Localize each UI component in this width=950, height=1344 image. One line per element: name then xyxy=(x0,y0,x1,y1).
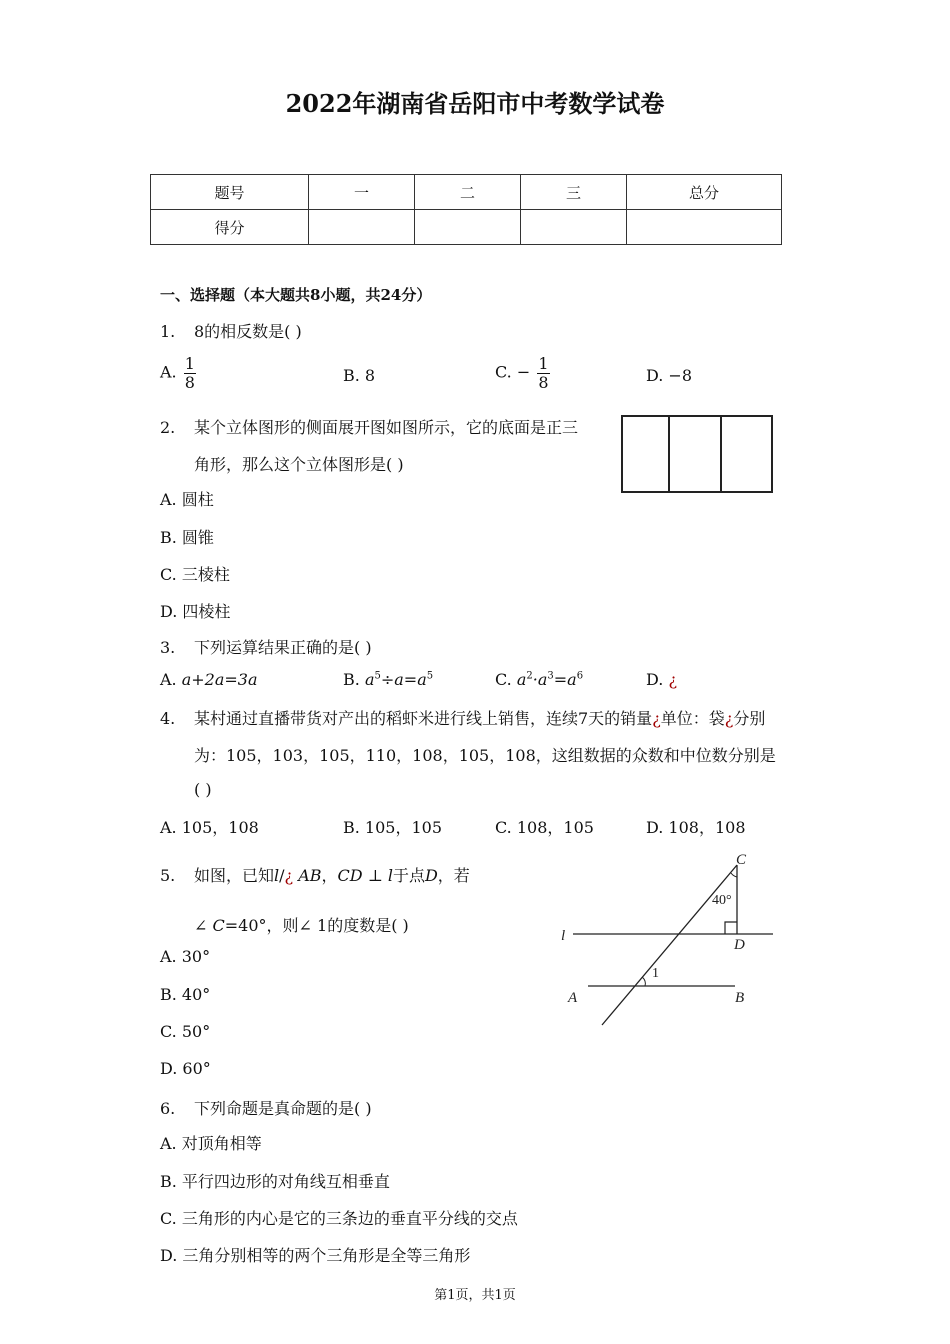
score-header-cell: 题号 xyxy=(151,175,309,210)
question-3-stem xyxy=(160,635,372,658)
page-footer: 第1页，共1页 xyxy=(434,1288,516,1303)
math-symbol: l xyxy=(274,866,280,885)
question-6-stem xyxy=(160,1096,372,1119)
q5-option-a: A. 30° xyxy=(160,947,211,966)
question-text: 于点 xyxy=(392,866,425,885)
page-title: 2022年湖南省岳阳市中考数学试卷 xyxy=(285,89,665,118)
q4-option-a: A. 105，108 xyxy=(160,818,259,837)
garbled-glyph: ¿ xyxy=(724,709,734,728)
question-2-stem-cont: 角形，那么这个立体图形是( ) xyxy=(194,455,404,474)
label-d: D xyxy=(734,937,745,953)
exponent: 5 xyxy=(426,670,434,682)
score-header-cell: 二 xyxy=(415,175,521,210)
question-number: 6. xyxy=(160,1099,176,1118)
q3-option-a xyxy=(160,670,258,689)
math-symbol: D xyxy=(424,866,438,885)
score-header-cell: 三 xyxy=(521,175,627,210)
question-4-stem-cont: ( ) xyxy=(194,780,212,799)
math-expression: ·a xyxy=(532,670,548,689)
exponent: 5 xyxy=(374,670,381,682)
numerator: 1 xyxy=(538,354,549,373)
score-table xyxy=(150,174,782,245)
denominator: 8 xyxy=(184,372,195,392)
q1-option-b: B. 8 xyxy=(343,366,376,385)
label-c: C xyxy=(736,852,747,868)
q1-option-c xyxy=(495,355,550,391)
question-text: 某个立体图形的侧面展开图如图所示，它的底面是正三 xyxy=(194,418,579,437)
label-angle-40: 40° xyxy=(712,893,732,908)
q6-option-a: A. 对顶角相等 xyxy=(160,1134,262,1153)
option-label: B. xyxy=(343,670,365,689)
q1-option-a xyxy=(160,355,196,391)
option-label: A. xyxy=(160,362,177,382)
option-label: C. − xyxy=(495,362,531,382)
question-text: 下列命题是真命题的是( ) xyxy=(194,1099,372,1118)
question-text: 某村通过直播带货对产出的稻虾米进行线上销售，连续7天的销量 xyxy=(194,709,653,728)
garbled-glyph: ¿ xyxy=(284,866,294,885)
label-angle-1: 1 xyxy=(652,966,659,981)
label-a: A xyxy=(568,990,578,1006)
math-symbol: l xyxy=(387,866,393,885)
score-header-row xyxy=(151,175,782,210)
math-base: a xyxy=(516,670,527,689)
fraction xyxy=(184,355,196,391)
right-angle-mark xyxy=(725,922,737,934)
question-2-stem xyxy=(160,415,578,438)
net-outline xyxy=(622,416,772,492)
score-cell xyxy=(309,210,415,245)
question-text: =40°，则∠ 1的度数是( ) xyxy=(224,916,409,935)
q5-option-d: D. 60° xyxy=(160,1059,211,1078)
q6-option-b: B. 平行四边形的对角线互相垂直 xyxy=(160,1172,390,1191)
q4-option-c: C. 108，105 xyxy=(495,818,594,837)
question-number: 2. xyxy=(160,418,176,437)
transversal-line xyxy=(602,865,737,1025)
q2-option-c: C. 三棱柱 xyxy=(160,565,230,584)
question-text: 8的相反数是( ) xyxy=(194,322,302,341)
score-cell xyxy=(521,210,627,245)
option-label: C. xyxy=(495,670,517,689)
label-l: l xyxy=(561,928,566,944)
math-symbol: ∠ xyxy=(194,916,213,935)
denominator: 8 xyxy=(538,372,549,392)
q3-option-b xyxy=(343,670,433,689)
q3-option-c xyxy=(495,670,583,689)
q2-option-b: B. 圆锥 xyxy=(160,528,214,547)
math-symbol: / xyxy=(279,866,285,885)
q5-option-c: C. 50° xyxy=(160,1022,211,1041)
math-expression: =a xyxy=(553,670,577,689)
math-base: a xyxy=(364,670,375,689)
q2-option-d: D. 四棱柱 xyxy=(160,602,231,621)
math-expression: ÷a=a xyxy=(380,670,427,689)
exponent: 2 xyxy=(526,670,533,682)
fraction xyxy=(537,355,549,391)
question-text: ， xyxy=(321,866,338,885)
option-label: D. xyxy=(646,670,669,689)
q1-option-d: D. −8 xyxy=(646,366,693,385)
garbled-glyph: ¿ xyxy=(668,670,678,689)
question-text: 分别 xyxy=(733,709,766,728)
math-symbol: AB xyxy=(293,866,322,885)
question-1-stem xyxy=(160,319,302,342)
q5-option-b: B. 40° xyxy=(160,985,211,1004)
question-number: 4. xyxy=(160,709,176,728)
score-cell xyxy=(415,210,521,245)
score-row-label: 得分 xyxy=(151,210,309,245)
numerator: 1 xyxy=(184,354,195,373)
label-b: B xyxy=(735,990,745,1006)
angle-1-arc xyxy=(642,977,645,986)
score-header-cell: 总分 xyxy=(627,175,782,210)
math-symbol: C xyxy=(212,916,225,935)
q6-option-c: C. 三角形的内心是它的三条边的垂直平分线的交点 xyxy=(160,1209,518,1228)
angle-c-arc xyxy=(731,873,737,877)
q4-option-b: B. 105，105 xyxy=(343,818,443,837)
score-row xyxy=(151,210,782,245)
q6-option-d: D. 三角分别相等的两个三角形是全等三角形 xyxy=(160,1246,471,1265)
score-header-cell: 一 xyxy=(309,175,415,210)
exponent: 3 xyxy=(547,670,554,682)
question-4-stem-cont: 为：105，103，105，110，108，105，108，这组数据的众数和中位数分别是 xyxy=(194,746,776,765)
question-4-stem xyxy=(160,706,765,729)
q3-option-d xyxy=(646,670,677,689)
question-5-stem xyxy=(160,863,470,886)
exponent: 6 xyxy=(576,670,584,682)
prism-net-figure xyxy=(620,414,776,496)
score-cell xyxy=(627,210,782,245)
math-symbol: ⊥ xyxy=(362,866,388,885)
garbled-glyph: ¿ xyxy=(652,709,661,728)
math-symbol: CD xyxy=(337,866,363,885)
q2-option-a: A. 圆柱 xyxy=(160,490,214,509)
question-text: ，若 xyxy=(437,866,470,885)
question-number: 5. xyxy=(160,866,176,885)
question-number: 3. xyxy=(160,638,176,657)
section-heading: 一、选择题（本大题共8小题，共24分） xyxy=(160,286,432,304)
option-label: A. xyxy=(160,670,182,689)
question-number: 1. xyxy=(160,322,176,341)
q4-option-d: D. 108，108 xyxy=(646,818,746,837)
question-text: 下列运算结果正确的是( ) xyxy=(194,638,372,657)
question-5-stem-cont xyxy=(194,913,409,936)
question-text: 单位：袋 xyxy=(660,709,725,728)
parallel-lines-figure xyxy=(555,845,780,1030)
math-expression: a+2a=3a xyxy=(181,670,258,689)
question-text: 如图，已知 xyxy=(194,866,275,885)
